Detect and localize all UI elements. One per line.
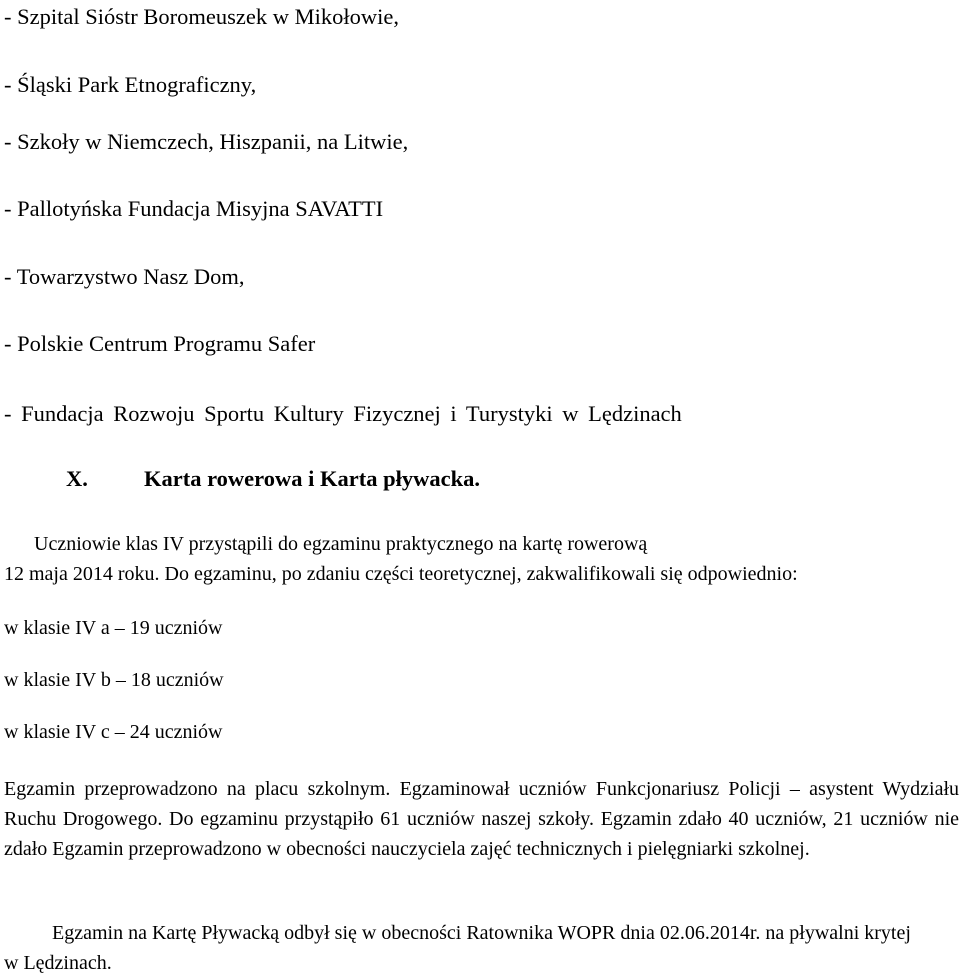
exam-paragraph: Egzamin przeprowadzono na placu szkolnym. Egzaminował uczniów Funkcjonariusz Policji – asystent Wydziału Ruchu Drogowego. Do egzaminu przystąpiło 61 uczniów naszej szkoły. Egzamin zdało 40 uczniów, 21 uczniów nie zdało Egzamin przeprowadzono w obecności nauczyciela zajęć technicznych i pielęgniarki szkolnej. [4,778,959,860]
class-result-iv-a: w klasie IV a – 19 uczniów [4,617,223,639]
class-result-iv-c: w klasie IV c – 24 uczniów [4,721,223,743]
list-item: - Polskie Centrum Programu Safer [4,331,316,356]
intro-line-2: 12 maja 2014 roku. Do egzaminu, po zdaniu części teoretycznej, zakwalifikowali się odpowiednio: [4,563,798,585]
list-item: - Fundacja Rozwoju Sportu Kultury Fizycznej i Turystyki w Lędzinach [4,401,682,426]
list-item: - Szpital Sióstr Boromeuszek w Mikołowie, [4,4,399,29]
list-item: - Pallotyńska Fundacja Misyjna SAVATTI [4,196,384,221]
list-item: - Towarzystwo Nasz Dom, [4,264,245,289]
list-item: - Śląski Park Etnograficzny, [4,72,257,97]
swim-card-paragraph: Egzamin na Kartę Pływacką odbył się w obecności Ratownika WOPR dnia 02.06.2014r. na pływalni krytej w Lędzinach. [4,922,911,974]
list-item: - Szkoły w Niemczech, Hiszpanii, na Litwie, [4,129,409,154]
section-number: X. [66,466,88,491]
intro-line-1: Uczniowie klas IV przystąpili do egzaminu praktycznego na kartę rowerową [34,533,648,555]
class-result-iv-b: w klasie IV b – 18 uczniów [4,669,224,691]
section-title: Karta rowerowa i Karta pływacka. [144,466,480,491]
